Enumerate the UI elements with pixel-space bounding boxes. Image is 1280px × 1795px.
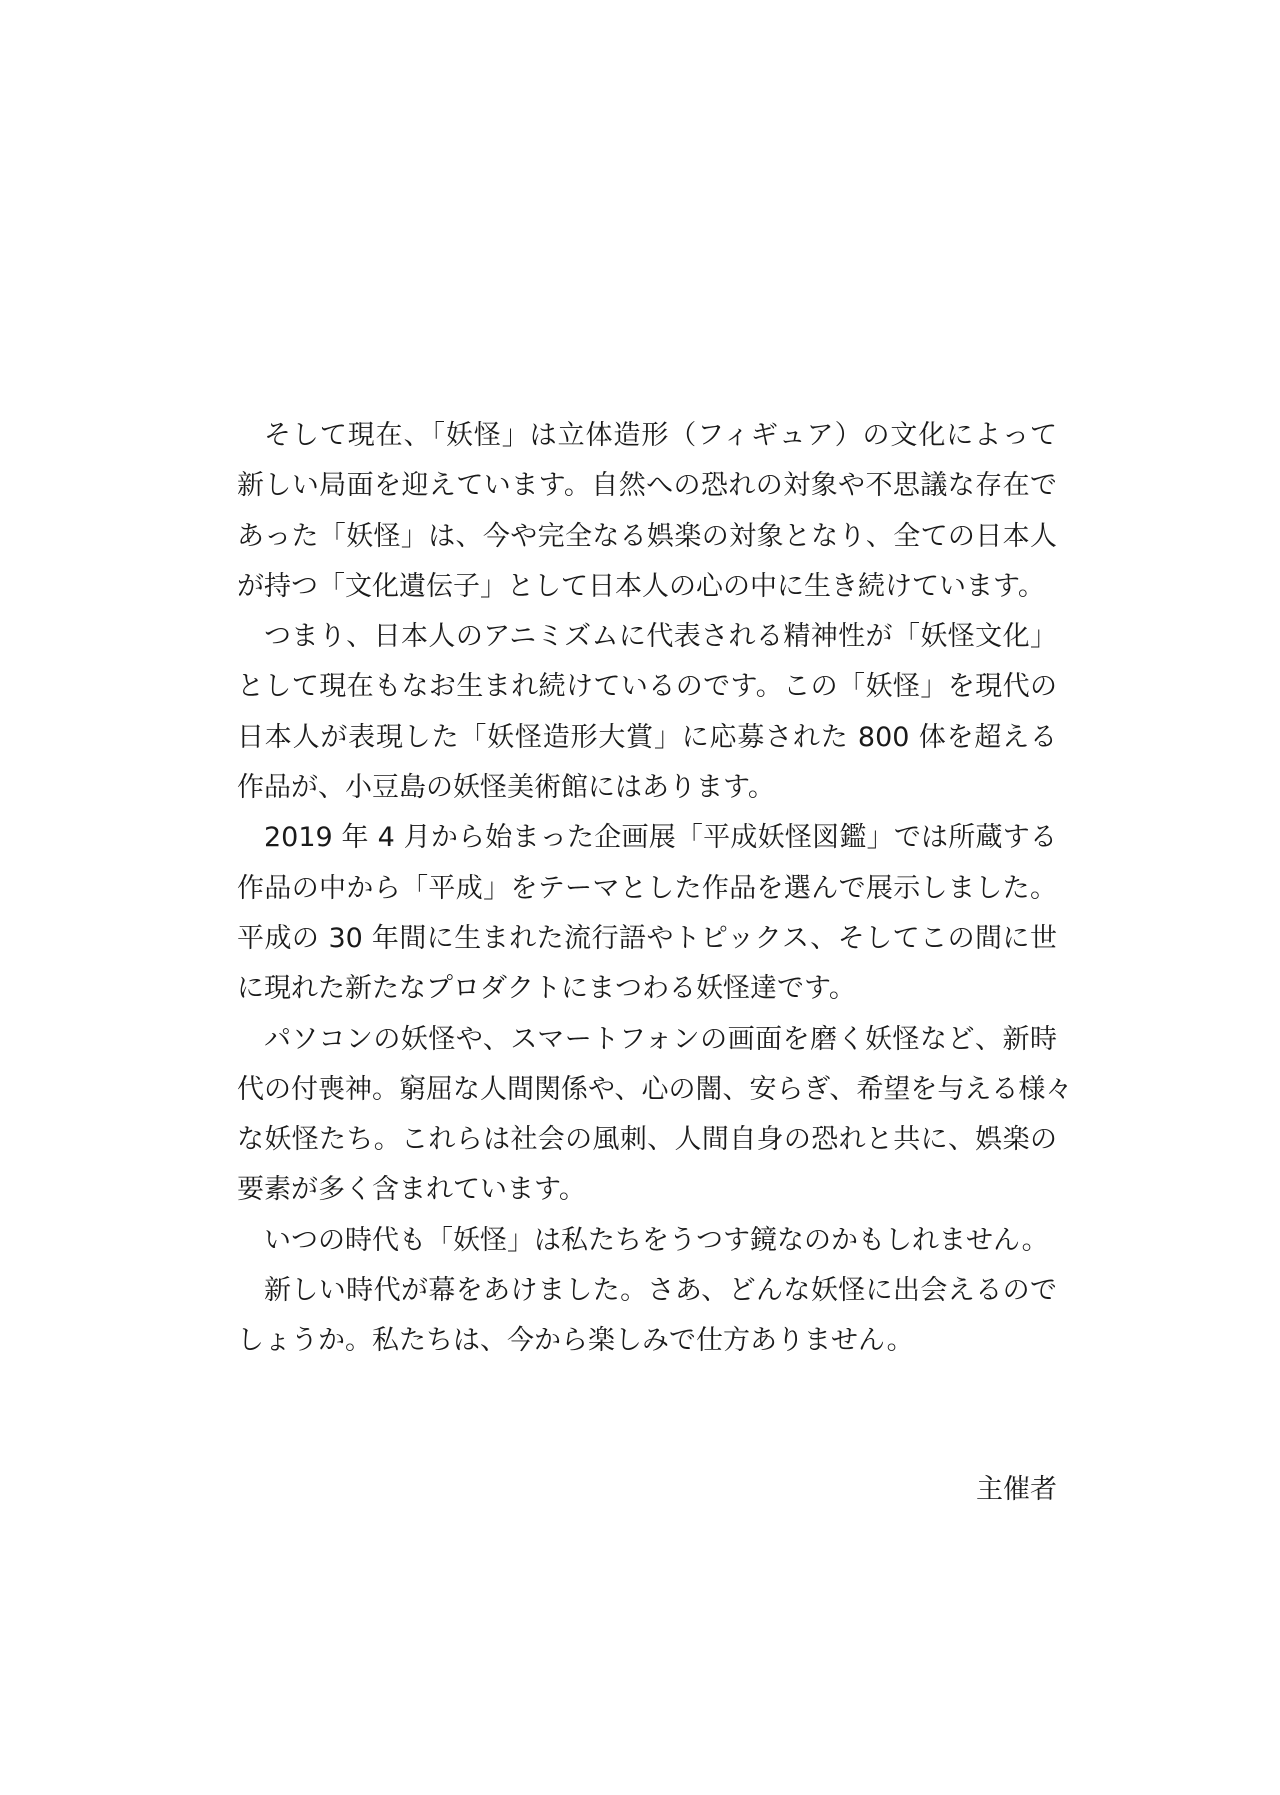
text-line: いつの時代も「妖怪」は私たちをうつす鏡なのかもしれません。 [264, 1224, 1049, 1256]
text-line: パソコンの妖怪や、スマートフォンの画面を磨く妖怪など、新時 [264, 1023, 1057, 1055]
text-line: 日本人が表現した「妖怪造形大賞」に応募された 800 体を超える [237, 721, 1057, 753]
text-line: あった「妖怪」は、今や完全なる娯楽の対象となり、全ての日本人 [237, 520, 1057, 552]
signature: 主催者 [976, 1474, 1057, 1505]
body-text [237, 411, 1073, 1367]
text-line: に現れた新たなプロダクトにまつわる妖怪達です。 [237, 973, 856, 1005]
text-line: 作品の中から「平成」をテーマとした作品を選んで展示しました。 [237, 872, 1057, 904]
text-line: 作品が、小豆島の妖怪美術館にはあります。 [237, 772, 775, 804]
text-line: な妖怪たち。これらは社会の風刺、人間自身の恐れと共に、娯楽の [237, 1124, 1057, 1156]
text-line: 代の付喪神。窮屈な人間関係や、心の闇、安らぎ、希望を与える様々 [237, 1073, 1073, 1105]
text-line: つまり、日本人のアニミズムに代表される精神性が「妖怪文化」 [264, 621, 1057, 653]
text-line: そして現在、「妖怪」は立体造形（フィギュア）の文化によって [264, 420, 1057, 451]
text-line: 新しい時代が幕をあけました。さあ、どんな妖怪に出会えるので [264, 1275, 1057, 1307]
text-line: 要素が多く含まれています。 [237, 1174, 586, 1206]
text-line: として現在もなお生まれ続けているのです。この「妖怪」を現代の [237, 671, 1057, 703]
text-line: しょうか。私たちは、今から楽しみで仕方ありません。 [237, 1325, 914, 1357]
text-line: 2019 年 4 月から始まった企画展「平成妖怪図鑑」では所蔵する [264, 822, 1057, 854]
text-line: 平成の 30 年間に生まれた流行語やトピックス、そしてこの間に世 [237, 922, 1057, 954]
text-line: 新しい局面を迎えています。自然への恐れの対象や不思議な存在で [237, 470, 1057, 502]
text-line: が持つ「文化遺伝子」として日本人の心の中に生き続けています。 [237, 570, 1045, 602]
